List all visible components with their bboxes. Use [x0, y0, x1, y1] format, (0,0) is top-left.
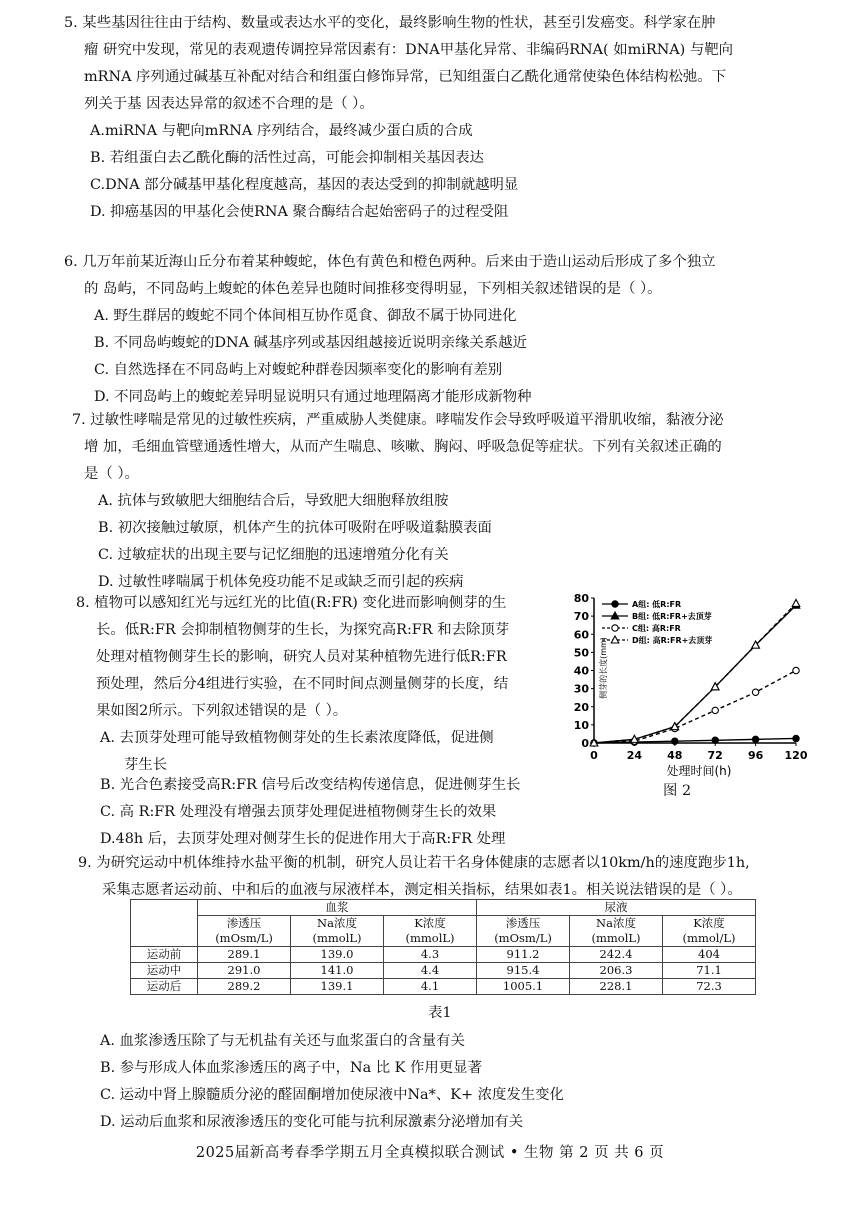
figure-2-caption: 图 2 [663, 783, 692, 799]
q8-option-b: B. 光合色素接受高R:FR 信号后改变结构传递信息，促进侧芽生长 [100, 777, 521, 793]
q5-stem-line: mRNA 序列通过碱基互补配对结合和组蛋白修饰异常，已知组蛋白乙酰化通常使染色体结构松弛。下 [84, 69, 727, 85]
y-tick-label: 60 [573, 628, 589, 642]
data-point-2-4 [752, 689, 758, 695]
q5-stem-line: 5. 某些基因往往由于结构、数量或表达水平的变化，最终影响生物的性状，甚至引发癌变。科学家在肿 [64, 15, 716, 31]
q9-stem-line: 9. 为研究运动中机体维持水盐平衡的机制，研究人员让若干名身体健康的志愿者以10km/h的速度跑步1h, [78, 855, 750, 871]
table-row: 运动中 291.0 141.0 4.4 915.4 206.3 71.1 [131, 963, 756, 979]
q8-stem-line: 8. 植物可以感知红光与远红光的比值(R:FR) 变化进而影响侧芽的生 [76, 595, 507, 611]
question-9-options [70, 1028, 564, 1136]
q8-option-c: C. 高 R:FR 处理没有增强去顶芽处理促进植物侧芽生长的效果 [100, 804, 497, 820]
question-7 [70, 407, 724, 596]
table-col-header: Na浓度 (mmolL) [570, 916, 663, 947]
data-point-3-5 [792, 599, 800, 606]
data-point-2-5 [793, 667, 799, 673]
q6-option-b: B. 不同岛屿蝮蛇的DNA 碱基序列或基因组越接近说明亲缘关系越近 [94, 335, 527, 351]
y-tick-label: 80 [573, 592, 589, 605]
q8-option-a: A. 去顶芽处理可能导致植物侧芽处的生长素浓度降低，促进侧 [100, 730, 494, 746]
question-8-options [70, 772, 590, 853]
legend-label-1: B组: 低R:FR+去顶芽 [632, 612, 712, 621]
y-tick-label: 50 [573, 646, 589, 660]
series-line-1 [594, 605, 796, 743]
q9-option-d: D. 运动后血浆和尿液渗透压的变化可能与抗利尿激素分泌增加有关 [100, 1114, 524, 1130]
legend-marker-0 [612, 601, 618, 607]
x-tick-label: 24 [626, 749, 643, 762]
q5-option-a: A.miRNA 与靶向mRNA 序列结合，最终减少蛋白质的合成 [90, 123, 473, 139]
y-tick-label: 70 [573, 610, 589, 624]
figure-2-line-chart [570, 590, 810, 790]
data-point-0-5 [793, 735, 799, 741]
question-6 [64, 249, 716, 411]
q8-stem-line: 处理对植物侧芽生长的影响，研究人员对某种植物先进行低R:FR [96, 649, 507, 665]
y-tick-label: 30 [573, 682, 589, 696]
table-col-header: 渗透压 (mOsm/L) [477, 916, 570, 947]
data-point-0-4 [752, 736, 758, 742]
q6-option-d: D. 不同岛屿上的蝮蛇差异明显说明只有通过地理隔离才能形成新物种 [94, 389, 532, 405]
q8-option-d: D.48h 后，去顶芽处理对侧芽生长的促进作用大于高R:FR 处理 [100, 831, 506, 847]
q8-stem-line: 预处理，然后分4组进行实验，在不同时间点测量侧芽的长度，结 [96, 676, 509, 692]
x-tick-label: 120 [784, 749, 808, 762]
y-tick-label: 10 [573, 718, 589, 732]
q6-stem-line: 6. 几万年前某近海山丘分布着某种蝮蛇，体色有黄色和橙色两种。后来由于造山运动后形成了多个独立 [64, 254, 716, 270]
table-group-header: 尿液 [477, 900, 756, 916]
data-point-2-3 [712, 707, 718, 713]
table-col-header: Na浓度 (mmolL) [291, 916, 384, 947]
q9-option-c: C. 运动中肾上腺髓质分泌的醛固酮增加使尿液中Na*、K+ 浓度发生变化 [100, 1087, 564, 1103]
q7-option-b: B. 初次接触过敏原，机体产生的抗体可吸附在呼吸道黏膜表面 [98, 520, 492, 536]
x-tick-label: 72 [707, 749, 723, 762]
table-col-header: K浓度 (mmol/L) [663, 916, 756, 947]
q8-stem-line: 长。低R:FR 会抑制植物侧芽的生长，为探究高R:FR 和去除顶芽 [96, 622, 510, 638]
q7-stem-line: 是（ ）。 [84, 466, 139, 482]
table-1 [130, 899, 756, 995]
q8-option-a-cont: 芽生长 [124, 757, 168, 773]
table-col-header: 渗透压 (mOsm/L) [198, 916, 291, 947]
y-axis-label: 侧芽的长度(mm) [599, 637, 608, 699]
table-row: 运动前 289.1 139.0 4.3 911.2 242.4 404 [131, 947, 756, 963]
y-tick-label: 0 [581, 737, 589, 750]
table-group-header: 血浆 [198, 900, 477, 916]
q5-stem-line: 列关于基 因表达异常的叙述不合理的是（ ）。 [84, 96, 374, 112]
series-line-3 [594, 603, 796, 743]
q6-stem-line: 的 岛屿，不同岛屿上蝮蛇的体色差异也随时间推移变得明显，下列相关叙述错误的是（ ）。 [84, 281, 662, 297]
x-tick-label: 0 [590, 749, 598, 762]
q7-stem-line: 7. 过敏性哮喘是常见的过敏性疾病，严重威胁人类健康。哮喘发作会导致呼吸道平滑肌收缩，黏液分泌 [72, 412, 724, 428]
data-point-0-2 [672, 738, 678, 744]
q8-stem-line: 果如图2所示。下列叙述错误的是（ ）。 [96, 703, 348, 719]
q9-stem-line: 采集志愿者运动前、中和后的血液与尿液样本，测定相关指标，结果如表1。相关说法错误的是（ ）。 [102, 882, 742, 898]
page-footer: 2025届新高考春季学期五月全真模拟联合测试 • 生物 第 2 页 共 6 页 [195, 1145, 665, 1161]
q9-option-b: B. 参与形成人体血浆渗透压的离子中，Na 比 K 作用更显著 [100, 1060, 482, 1076]
q7-stem-line: 增 加，毛细血管壁通透性增大，从而产生喘息、咳嗽、胸闷、呼吸急促等症状。下列有关叙述正确的 [84, 439, 722, 455]
legend-label-2: C组: 高R:FR [632, 624, 681, 633]
y-tick-label: 20 [573, 700, 589, 714]
q5-stem-line: 瘤 研究中发现，常见的表观遗传调控异常因素有：DNA甲基化异常、非编码RNA( 如miRNA) 与靶向 [84, 42, 734, 58]
x-tick-label: 48 [667, 749, 683, 762]
question-5 [64, 10, 734, 226]
q6-option-a: A. 野生群居的蝮蛇不同个体间相互协作觅食、御敌不属于协同进化 [94, 308, 517, 324]
table-1-caption: 表1 [428, 1005, 452, 1021]
legend-marker-2 [612, 625, 618, 631]
q7-option-a: A. 抗体与致敏肥大细胞结合后，导致肥大细胞释放组胺 [98, 493, 449, 509]
data-point-0-3 [712, 737, 718, 743]
question-8 [70, 590, 570, 779]
y-tick-label: 40 [573, 664, 589, 678]
legend-label-0: A组: 低R:FR [632, 600, 682, 609]
q5-option-b: B. 若组蛋白去乙酰化酶的活性过高，可能会抑制相关基因表达 [90, 150, 484, 166]
table-col-header: K浓度 (mmolL) [384, 916, 477, 947]
table-row: 运动后 289.2 139.1 4.1 1005.1 228.1 72.3 [131, 979, 756, 995]
q7-option-d: D. 过敏性哮喘属于机体免疫功能不足或缺乏而引起的疾病 [98, 574, 464, 590]
table-corner [131, 900, 198, 947]
q5-option-c: C.DNA 部分碱基甲基化程度越高，基因的表达受到的抑制就越明显 [90, 177, 519, 193]
q6-option-c: C. 自然选择在不同岛屿上对蝮蛇种群卷因频率变化的影响有差别 [94, 362, 503, 378]
q9-option-a: A. 血浆渗透压除了与无机盐有关还与血浆蛋白的含量有关 [100, 1033, 465, 1049]
x-tick-label: 96 [747, 749, 764, 762]
question-9 [70, 850, 750, 904]
q5-option-d: D. 抑癌基因的甲基化会使RNA 聚合酶结合起始密码子的过程受阻 [90, 204, 509, 220]
q7-option-c: C. 过敏症状的出现主要与记忆细胞的迅速增殖分化有关 [98, 547, 449, 563]
x-axis-label: 处理时间(h) [666, 764, 732, 778]
legend-label-3: D组: 高R:FR+去顶芽 [632, 636, 713, 645]
